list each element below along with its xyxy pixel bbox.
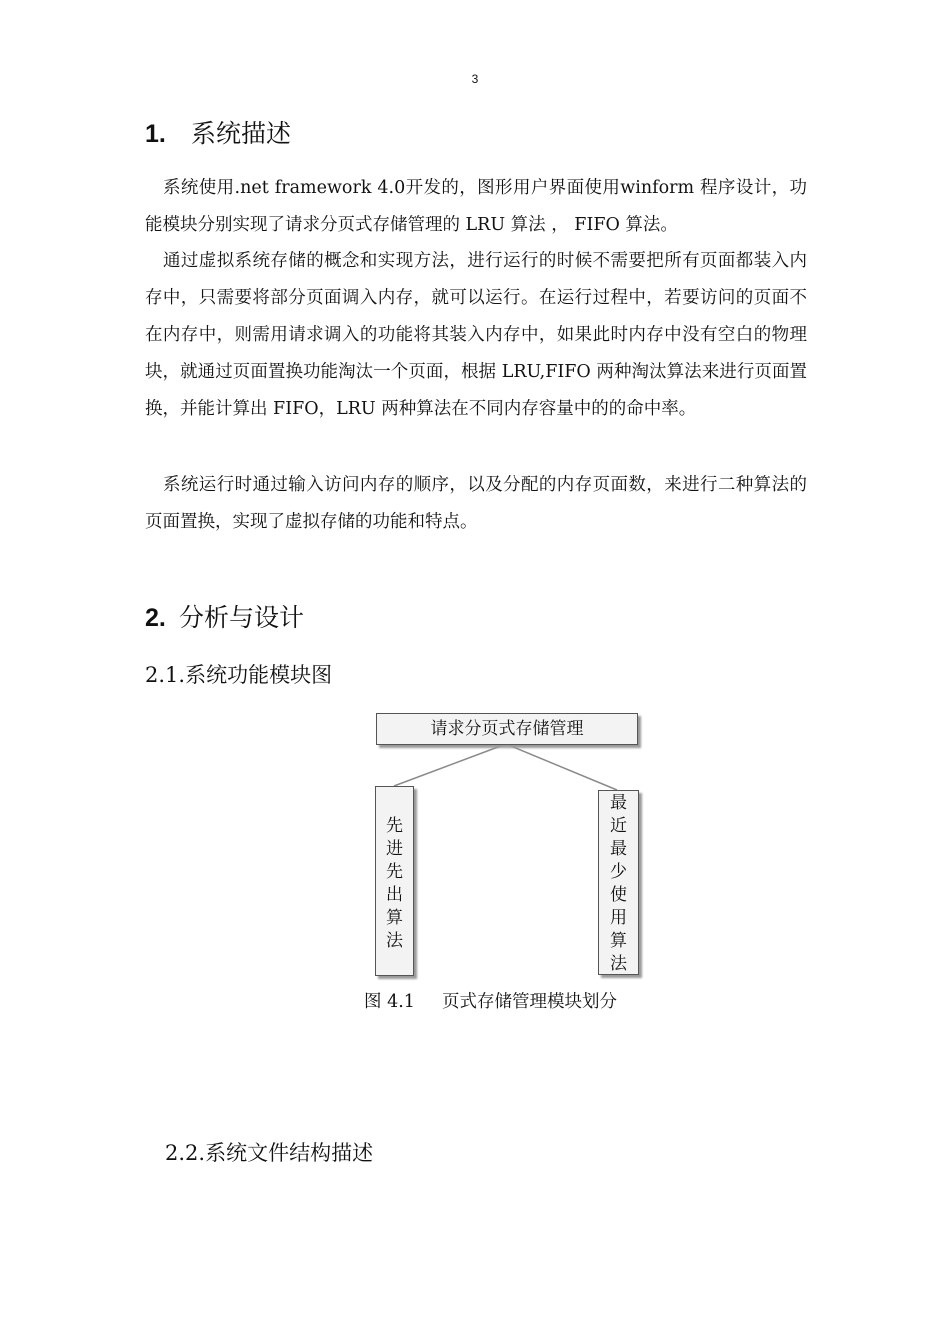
- diagram-root-node: 请求分页式存储管理: [376, 713, 638, 745]
- connector-left: [394, 744, 506, 786]
- figure-caption-text: 页式存储管理模块划分: [442, 992, 617, 1012]
- section-2-title: 分析与设计: [179, 603, 305, 632]
- paragraph-2: 通过虚拟系统存储的概念和实现方法，进行运行的时候不需要把所有页面都装入内存中，只需要将部分页面调入内存，就可以运行。在运行过程中，若要访问的页面不在内存中，则需用请求调入的功能将其装入内存中，如果此时内存中没有空白的物理块，就通过页面置换功能淘汰一个页面，根据 LRU,FIFO 两种淘汰算法来进行页面置换，并能计算出 FIFO，LRU 两种算法在不同内存容量中的的命中率。: [145, 251, 807, 419]
- diagram-lru-node: [598, 790, 639, 975]
- diagram-fifo-node: [375, 786, 414, 976]
- subsection-2-1-heading: 2.1.系统功能模块图: [145, 663, 333, 687]
- section-1-number: 1.: [145, 120, 166, 148]
- section-2-number: 2.: [145, 604, 166, 632]
- subsection-2-2-heading: 2.2.系统文件结构描述: [165, 1141, 374, 1165]
- paragraph-3: 系统运行时通过输入访问内存的顺序，以及分配的内存页面数，来进行二种算法的页面置换，实现了虚拟存储的功能和特点。: [145, 475, 807, 532]
- fifo-node-label: 先 进 先 出 算 法: [386, 816, 403, 951]
- paragraph-1: 系统使用.net framework 4.0开发的，图形用户界面使用winform 程序设计，功能模块分别实现了请求分页式存储管理的 LRU 算法 ， FIFO 算法。: [145, 178, 807, 235]
- connector-right: [506, 744, 617, 790]
- figure-number: 图 4.1: [364, 992, 415, 1012]
- section-1-title: 系统描述: [191, 119, 292, 148]
- page-number: 3: [471, 72, 479, 86]
- lru-node-label: 最 近 最 少 使 用 算 法: [610, 793, 627, 974]
- figure-caption: [364, 988, 617, 1013]
